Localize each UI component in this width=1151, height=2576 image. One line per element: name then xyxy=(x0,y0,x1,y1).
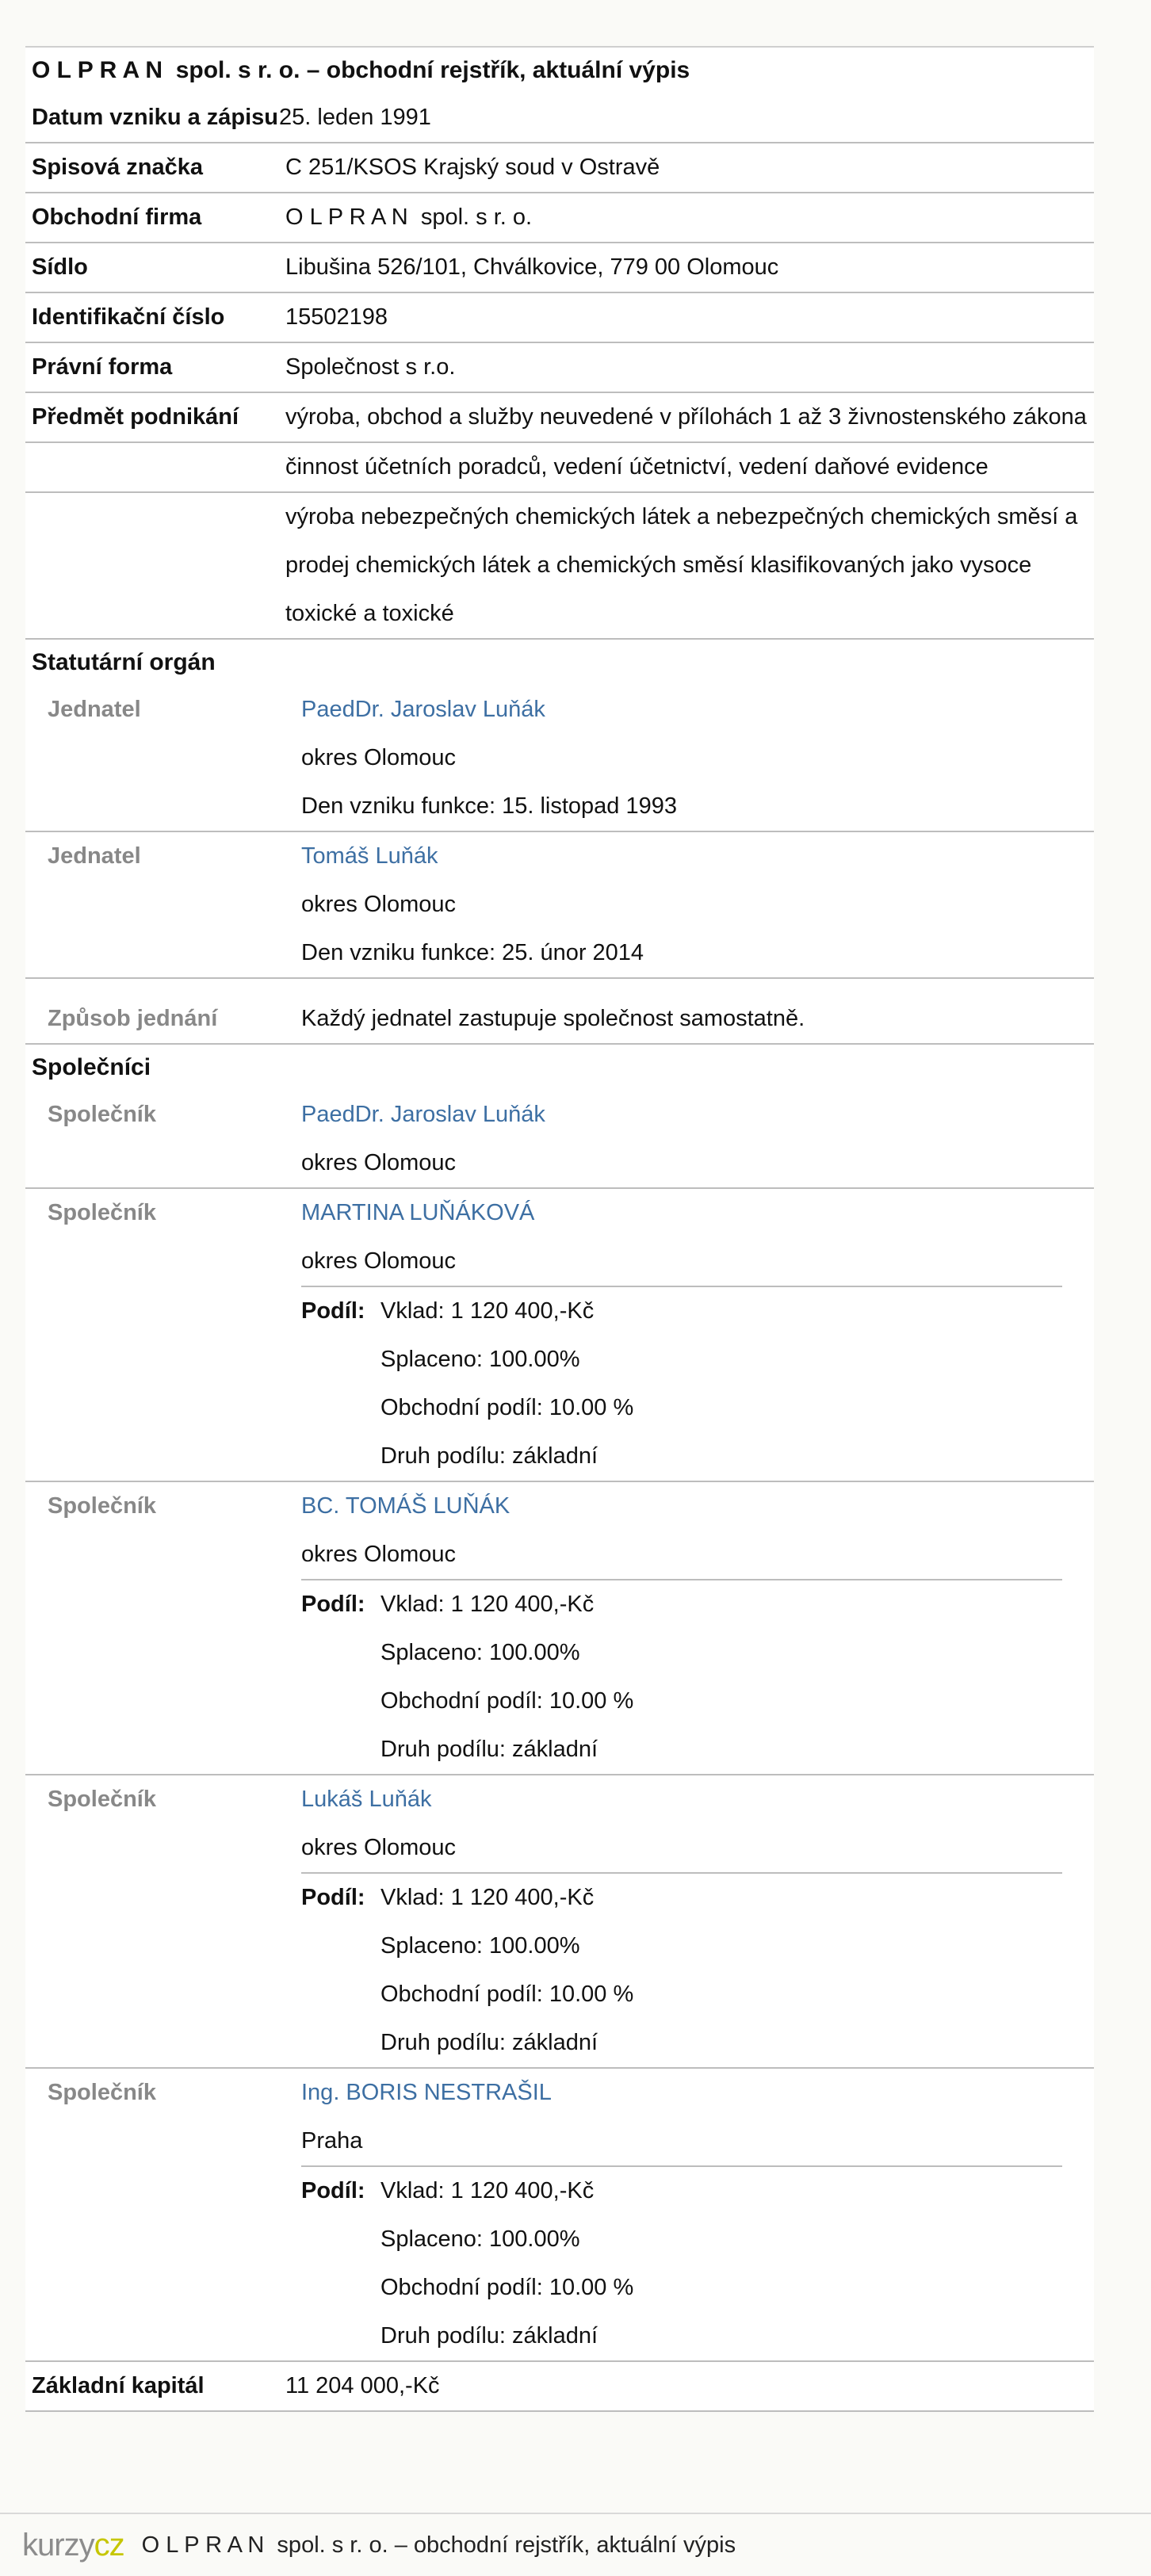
partner-district: okres Olomouc xyxy=(301,1248,457,1274)
predmet-item: výroba, obchod a služby neuvedené v přílohách 1 až 3 živnostenského zákona xyxy=(285,404,1087,430)
field-value: Společnost s r.o. xyxy=(285,354,456,380)
kapital-label: Základní kapitál xyxy=(32,2373,205,2398)
field-value: C 251/KSOS Krajský soud v Ostravě xyxy=(285,155,660,180)
partner-district: okres Olomouc xyxy=(301,1835,457,1860)
podil-vklad: Vklad: 1 120 400,-Kč xyxy=(380,1885,595,1910)
podil-splaceno: Splaceno: 100.00% xyxy=(380,1347,580,1372)
podil-values xyxy=(380,1580,1062,1774)
predmet-item: činnost účetních poradců, vedení účetnictví, vedení daňové evidence xyxy=(285,454,988,480)
partner-name-link[interactable]: Ing. BORIS NESTRAŠIL xyxy=(301,2080,552,2105)
kapital-value: 11 204 000,-Kč xyxy=(285,2373,440,2398)
zpusob-label: Způsob jednání xyxy=(48,1006,218,1031)
empty-label xyxy=(25,493,285,638)
podil-block xyxy=(301,2165,1062,2360)
member-district: okres Olomouc xyxy=(301,745,457,770)
field-row-pravni-forma xyxy=(25,343,1094,393)
podil-vklad: Vklad: 1 120 400,-Kč xyxy=(380,2178,595,2203)
section-heading-statutarni: Statutární orgán xyxy=(32,649,216,675)
field-value: 15502198 xyxy=(285,304,388,330)
logo-main: kurzy xyxy=(22,2528,94,2563)
member-name-link[interactable]: Tomáš Luňák xyxy=(301,843,438,869)
role-label: Jednatel xyxy=(48,843,141,869)
member-district: okres Olomouc xyxy=(301,892,457,917)
podil-obchodni: Obchodní podíl: 10.00 % xyxy=(380,1688,634,1714)
predmet-row-2 xyxy=(25,443,1094,493)
field-row-datum xyxy=(25,94,1094,143)
podil-values xyxy=(380,1874,1062,2067)
podil-druh: Druh podílu: základní xyxy=(380,2030,598,2055)
field-value: Libušina 526/101, Chválkovice, 779 00 Olomouc xyxy=(285,254,779,280)
footer-bar xyxy=(0,2513,1151,2576)
podil-druh: Druh podílu: základní xyxy=(380,2323,598,2349)
podil-splaceno: Splaceno: 100.00% xyxy=(380,2226,580,2252)
partner-district: okres Olomouc xyxy=(301,1542,457,1567)
partner-name-link[interactable]: Lukáš Luňák xyxy=(301,1787,432,1812)
podil-block xyxy=(301,1872,1062,2067)
page-title: O L P R A N spol. s r. o. – obchodní rejstřík, aktuální výpis xyxy=(32,57,690,83)
partner-block xyxy=(301,1775,1094,2067)
statutar-row xyxy=(25,686,1094,832)
predmet-label: Předmět podnikání xyxy=(32,404,239,430)
predmet-row-1 xyxy=(25,393,1094,443)
role-label: Společník xyxy=(48,2080,156,2105)
podil-splaceno: Splaceno: 100.00% xyxy=(380,1640,580,1665)
member-since: Den vzniku funkce: 15. listopad 1993 xyxy=(301,793,677,819)
empty-label xyxy=(25,443,285,491)
podil-label: Podíl: xyxy=(301,1298,365,1324)
podil-vklad: Vklad: 1 120 400,-Kč xyxy=(380,1592,595,1617)
member-block xyxy=(301,686,1094,831)
field-row-sidlo xyxy=(25,243,1094,293)
partner-name-link[interactable]: MARTINA LUŇÁKOVÁ xyxy=(301,1200,535,1225)
partner-row xyxy=(25,1775,1094,2069)
field-value: O L P R A N spol. s r. o. xyxy=(285,204,533,230)
field-label: Sídlo xyxy=(32,254,88,280)
podil-label: Podíl: xyxy=(301,1592,365,1617)
predmet-row-3 xyxy=(25,493,1094,640)
podil-obchodni: Obchodní podíl: 10.00 % xyxy=(380,1395,634,1420)
podil-values xyxy=(380,2167,1062,2360)
podil-label: Podíl: xyxy=(301,1885,365,1910)
partner-name-link[interactable]: PaedDr. Jaroslav Luňák xyxy=(301,1102,545,1127)
field-row-obchodni-firma xyxy=(25,193,1094,243)
podil-block xyxy=(301,1579,1062,1774)
predmet-item: výroba nebezpečných chemických látek a nebezpečných chemických směsí a prodej chemických látek a chemických směsí klasifikovaných jako vysoce toxické a toxické xyxy=(285,504,1078,626)
partner-row xyxy=(25,1482,1094,1775)
field-value: 25. leden 1991 xyxy=(279,105,431,130)
role-label: Společník xyxy=(48,1200,156,1225)
member-name-link[interactable]: PaedDr. Jaroslav Luňák xyxy=(301,697,545,722)
partner-row xyxy=(25,1189,1094,1482)
podil-block xyxy=(301,1286,1062,1481)
podil-druh: Druh podílu: základní xyxy=(380,1443,598,1469)
podil-druh: Druh podílu: základní xyxy=(380,1737,598,1762)
field-label: Spisová značka xyxy=(32,155,203,180)
partner-row xyxy=(25,2069,1094,2362)
podil-splaceno: Splaceno: 100.00% xyxy=(380,1933,580,1959)
member-since: Den vzniku funkce: 25. únor 2014 xyxy=(301,940,644,965)
field-label: Datum vzniku a zápisu xyxy=(32,105,279,130)
partner-block xyxy=(301,1482,1094,1774)
podil-obchodni: Obchodní podíl: 10.00 % xyxy=(380,2275,634,2300)
field-label: Obchodní firma xyxy=(32,204,202,230)
partner-block xyxy=(301,1189,1094,1481)
zpusob-jednani-row xyxy=(25,979,1094,1045)
partner-name-link[interactable]: BC. TOMÁŠ LUŇÁK xyxy=(301,1493,510,1519)
field-row-spisova-znacka xyxy=(25,143,1094,193)
section-heading-spolecnici: Společníci xyxy=(32,1054,151,1080)
statutar-row xyxy=(25,832,1094,979)
podil-obchodni: Obchodní podíl: 10.00 % xyxy=(380,1982,634,2007)
partner-district: okres Olomouc xyxy=(301,1150,457,1175)
field-row-ico xyxy=(25,293,1094,343)
partner-district: Praha xyxy=(301,2128,363,2154)
podil-values xyxy=(380,1287,1062,1481)
partner-block xyxy=(301,2069,1094,2360)
partner-block xyxy=(301,1091,1094,1187)
podil-vklad: Vklad: 1 120 400,-Kč xyxy=(380,1298,595,1324)
kurzy-logo[interactable] xyxy=(22,2529,124,2561)
logo-accent: cz xyxy=(94,2528,124,2563)
field-label: Právní forma xyxy=(32,354,173,380)
footer-title: O L P R A N spol. s r. o. – obchodní rejstřík, aktuální výpis xyxy=(141,2532,736,2558)
podil-label: Podíl: xyxy=(301,2178,365,2203)
role-label: Společník xyxy=(48,1102,156,1127)
partner-row xyxy=(25,1091,1094,1189)
zpusob-value: Každý jednatel zastupuje společnost samostatně. xyxy=(301,1006,805,1031)
extract-sheet xyxy=(25,46,1094,2412)
field-label: Identifikační číslo xyxy=(32,304,225,330)
role-label: Jednatel xyxy=(48,697,141,722)
role-label: Společník xyxy=(48,1493,156,1519)
role-label: Společník xyxy=(48,1787,156,1812)
kapital-row xyxy=(25,2362,1094,2412)
member-block xyxy=(301,832,1094,977)
